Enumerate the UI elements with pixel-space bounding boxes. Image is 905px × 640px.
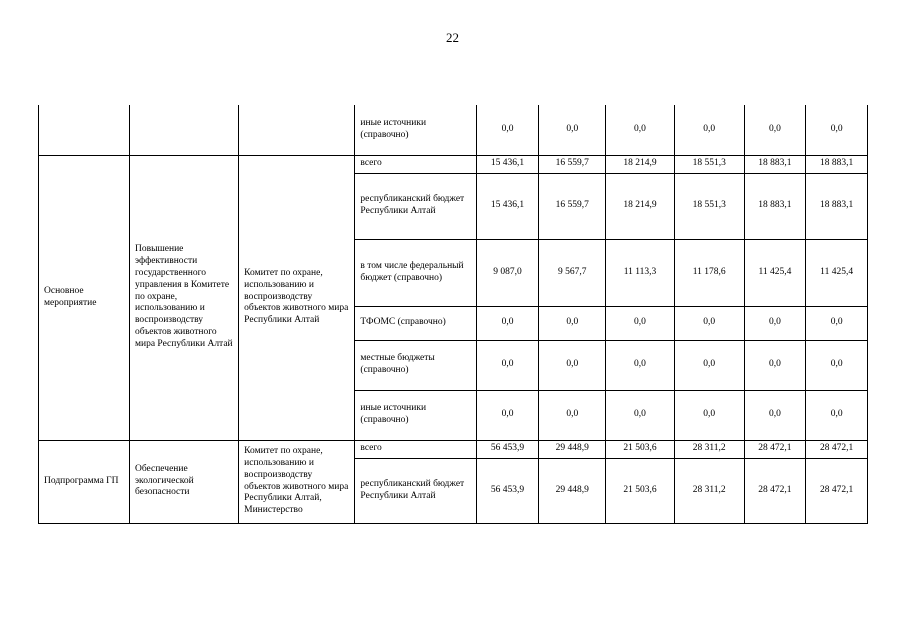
source-cell: всего	[355, 155, 476, 173]
value-cell: 0,0	[806, 306, 868, 340]
value-cell: 11 425,4	[744, 239, 806, 306]
value-cell: 18 551,3	[674, 173, 744, 239]
source-cell: иные источники (справочно)	[355, 105, 476, 155]
source-cell: иные источники (справочно)	[355, 390, 476, 440]
value-cell: 15 436,1	[476, 173, 539, 239]
value-cell: 28 311,2	[674, 440, 744, 458]
value-cell: 18 883,1	[806, 155, 868, 173]
type-cell: Подпрограмма ГП	[39, 440, 130, 523]
source-cell: местные бюджеты (справочно)	[355, 340, 476, 390]
value-cell: 0,0	[606, 390, 675, 440]
value-cell: 18 214,9	[606, 173, 675, 239]
value-cell: 0,0	[606, 340, 675, 390]
value-cell: 28 472,1	[806, 458, 868, 523]
executor-cell: Комитет по охране, использованию и воспроизводству объектов животного мира Республики Алтай	[239, 155, 355, 440]
value-cell: 28 472,1	[806, 440, 868, 458]
value-cell: 0,0	[806, 340, 868, 390]
value-cell: 16 559,7	[539, 173, 606, 239]
value-cell: 56 453,9	[476, 440, 539, 458]
value-cell: 11 425,4	[806, 239, 868, 306]
value-cell: 28 311,2	[674, 458, 744, 523]
value-cell: 0,0	[539, 105, 606, 155]
type-cell	[39, 105, 130, 155]
value-cell: 0,0	[674, 390, 744, 440]
value-cell: 0,0	[744, 105, 806, 155]
value-cell: 0,0	[539, 390, 606, 440]
executor-cell	[239, 105, 355, 155]
value-cell: 0,0	[476, 306, 539, 340]
value-cell: 15 436,1	[476, 155, 539, 173]
value-cell: 21 503,6	[606, 440, 675, 458]
value-cell: 0,0	[744, 306, 806, 340]
funding-table	[38, 105, 868, 524]
source-cell: в том числе федеральный бюджет (справочно)	[355, 239, 476, 306]
value-cell: 0,0	[806, 390, 868, 440]
value-cell: 56 453,9	[476, 458, 539, 523]
table-row	[39, 105, 868, 155]
value-cell: 9 567,7	[539, 239, 606, 306]
value-cell: 11 178,6	[674, 239, 744, 306]
page-number: 22	[446, 30, 459, 45]
value-cell: 0,0	[744, 390, 806, 440]
value-cell: 18 883,1	[806, 173, 868, 239]
type-cell: Основное мероприятие	[39, 155, 130, 440]
value-cell: 0,0	[806, 105, 868, 155]
source-cell: ТФОМС (справочно)	[355, 306, 476, 340]
value-cell: 0,0	[674, 340, 744, 390]
source-cell: республиканский бюджет Республики Алтай	[355, 173, 476, 239]
name-cell	[129, 105, 238, 155]
value-cell: 9 087,0	[476, 239, 539, 306]
value-cell: 11 113,3	[606, 239, 675, 306]
table-row	[39, 440, 868, 458]
value-cell: 18 214,9	[606, 155, 675, 173]
name-cell: Обеспечение экологической безопасности	[129, 440, 238, 523]
executor-cell: Комитет по охране, использованию и воспроизводству объектов животного мира Республики Алтай, Министерство	[239, 440, 355, 523]
value-cell: 0,0	[744, 340, 806, 390]
value-cell: 0,0	[674, 306, 744, 340]
value-cell: 0,0	[476, 340, 539, 390]
value-cell: 18 883,1	[744, 173, 806, 239]
value-cell: 21 503,6	[606, 458, 675, 523]
name-cell: Повышение эффективности государственного управления в Комитете по охране, использованию и воспроизводству объектов животного мира Республики Алтай	[129, 155, 238, 440]
value-cell: 0,0	[539, 306, 606, 340]
source-cell: республиканский бюджет Республики Алтай	[355, 458, 476, 523]
value-cell: 0,0	[606, 306, 675, 340]
value-cell: 29 448,9	[539, 440, 606, 458]
value-cell: 18 883,1	[744, 155, 806, 173]
value-cell: 16 559,7	[539, 155, 606, 173]
value-cell: 29 448,9	[539, 458, 606, 523]
value-cell: 28 472,1	[744, 440, 806, 458]
value-cell: 0,0	[606, 105, 675, 155]
value-cell: 0,0	[476, 390, 539, 440]
table-row	[39, 155, 868, 173]
value-cell: 28 472,1	[744, 458, 806, 523]
value-cell: 0,0	[674, 105, 744, 155]
value-cell: 18 551,3	[674, 155, 744, 173]
source-cell: всего	[355, 440, 476, 458]
value-cell: 0,0	[539, 340, 606, 390]
value-cell: 0,0	[476, 105, 539, 155]
